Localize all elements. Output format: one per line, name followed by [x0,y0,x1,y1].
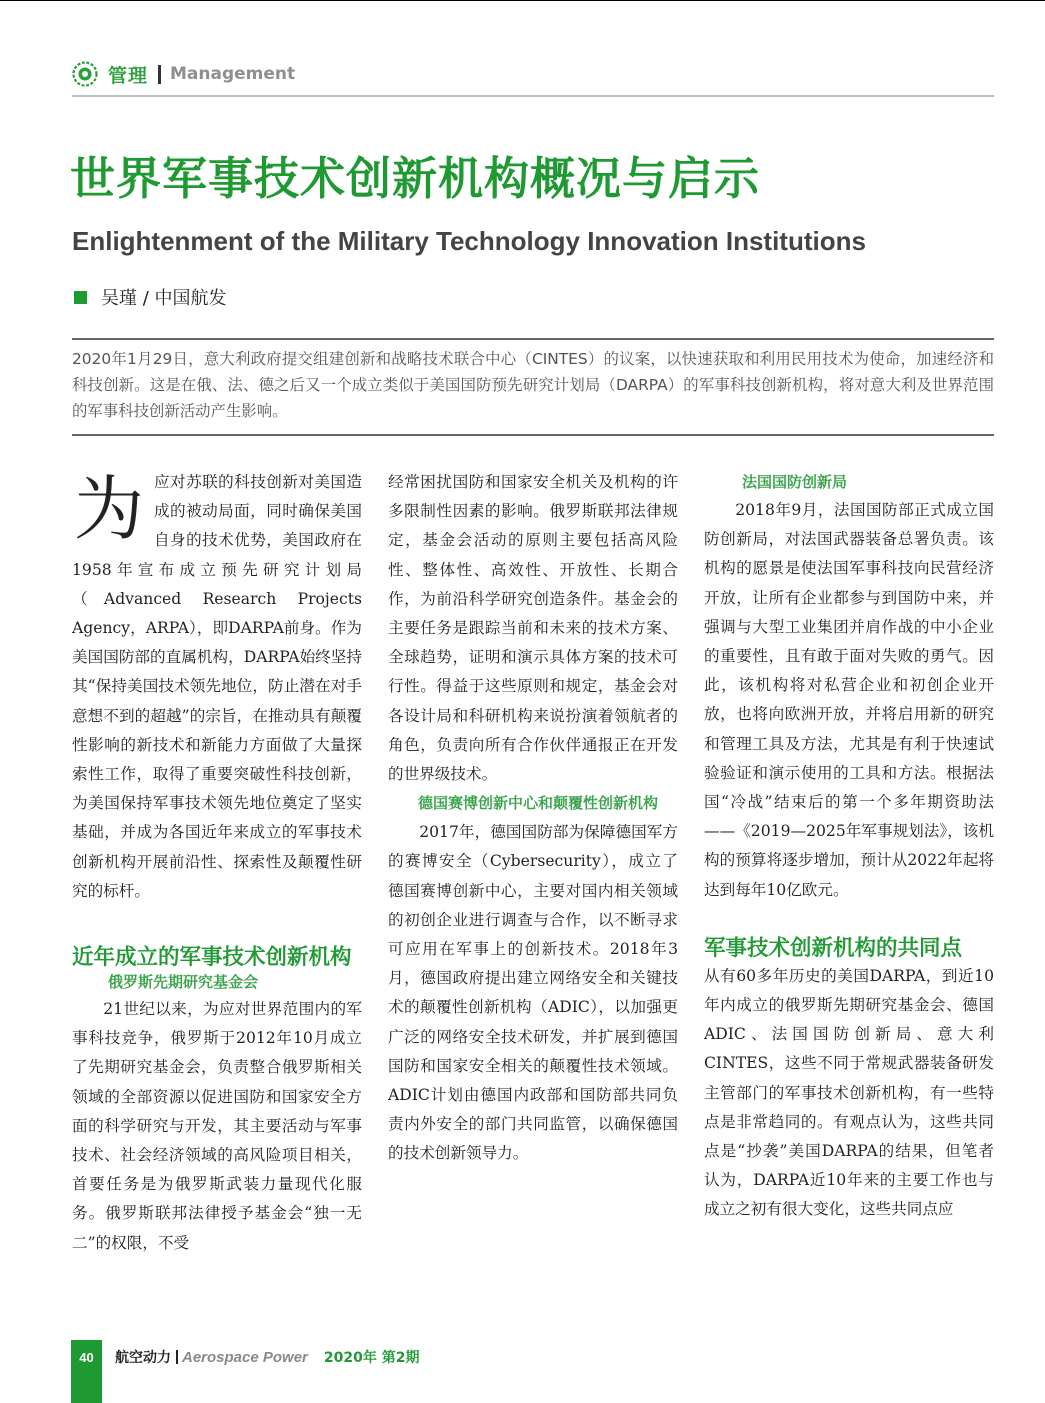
journal-name-en: Aerospace Power [182,1348,308,1366]
column-1 [72,468,362,1258]
journal-issue: 2020年 第2期 [323,1350,420,1366]
section-label-en: Management [170,64,296,84]
body-paragraph: 从有60多年历史的美国DARPA，到近10年内成立的俄罗斯先期研究基金会、德国ADIC、法国国防创新局、意大利CINTES，这些不同于常规武器装备研发主管部门的军事技术创新机构，有一些特点是非常趋同的。有观点认为，这些共同点是“抄袭”美国DARPA的结果，但笔者认为，DARPA近10年来的主要工作也与成立之初有很大变化，这些共同点应 [704,966,994,1219]
journal-logo-icon [72,61,98,87]
subsection-heading-germany: 德国赛博创新中心和颠覆性创新机构 [418,794,659,813]
page-number: 40 [79,1350,94,1365]
section-header [72,60,295,88]
intro-text: 应对苏联的科技创新对美国造成的被动局面，同时确保美国自身的技术优势，美国政府在1958年宣布成立预先研究计划局（Advanced Research Projects Agency，ARPA），即DARPA前身。作为美国国防部的直属机构，DARPA始终坚持其“保持美国技术领先地位，防止潜在对手意想不到的超越”的宗旨，在推动具有颠覆性影响的新技术和新能力方面做了大量探索性工作，取得了重要突破性科技创新，为美国保持军事技术领先地位奠定了坚实基础，并成为各国近年来成立的军事技术创新机构开展前沿性、探索性及颠覆性研究的标杆。 [72,473,362,900]
article-title-en: Enlightenment of the Military Technology Innovation Institutions [72,226,866,256]
abstract-rule-top [72,338,994,340]
journal-footer [115,1347,419,1367]
section-heading: 近年成立的军事技术创新机构 [72,945,352,971]
section-label-cn: 管理 [108,64,149,87]
body-paragraph: 2018年9月，法国国防部正式成立国防创新局，对法国武器装备总署负责。该机构的愿景是使法国军事科技向民营经济开放，让所有企业都参与到国防中来，并强调与大型工业集团并肩作战的中小企业的重要性，且有敢于面对失败的勇气。因此，该机构将对私营企业和初创企业开放，也将向欧洲开放，并将启用新的研究和管理工具及方法，尤其是有利于快速试验验证和演示使用的工具和方法。根据法国“冷战”结束后的第一个多年期资助法——《2019—2025年军事规划法》，该机构的预算将逐步增加，预计从2022年起将达到每年10亿欧元。 [704,501,994,899]
drop-cap: 为 [74,468,144,550]
header-rule [72,95,994,97]
journal-divider [176,1350,178,1364]
section-divider [158,65,161,84]
body-paragraph: 2017年，德国国防部为保障德国军方的赛博安全（Cybersecurity），成立了德国赛博创新中心，主要对国内相关领域的初创企业进行调查与合作，以不断寻求可应用在军事上的创新技术。2018年3月，德国政府提出建立网络安全和关键技术的颠覆性创新机构（ADIC），以加强更广泛的网络安全技术研发，并扩展到德国国防和国家安全相关的颠覆性技术领域。ADIC计划由德国内政部和国防部共同负责内外安全的部门共同监管，以确保德国的技术创新领导力。 [388,823,678,1163]
section-heading: 军事技术创新机构的共同点 [704,935,963,961]
subsection-heading-france: 法国国防创新局 [742,473,848,491]
column-2 [388,468,678,1169]
author-name: 吴瑾 / 中国航发 [101,288,227,309]
body-paragraph: 经常困扰国防和国家安全机关及机构的许多限制性因素的影响。俄罗斯联邦法律规定，基金会活动的原则主要包括高风险性、整体性、高效性、开放性、长期合作，为前沿科学研究创造条件。基金会的主要任务是跟踪当前和未来的技术方案、全球趋势，证明和演示具体方案的技术可行性。得益于这些原则和规定，基金会对各设计局和科研机构来说扮演着领航者的角色，负责向所有合作伙伴通报正在开发的世界级技术。 [388,473,678,784]
column-3 [704,468,994,1225]
abstract-rule-bottom [72,434,994,436]
subsection-heading-russia: 俄罗斯先期研究基金会 [108,973,259,992]
author-bullet [74,291,87,304]
author-line [74,284,227,310]
journal-name-cn: 航空动力 [115,1350,171,1366]
intro-paragraph [72,468,362,906]
article-title-cn: 世界军事技术创新机构概况与启示 [70,152,761,205]
top-border [0,0,1045,1]
abstract: 2020年1月29日，意大利政府提交组建创新和战略技术联合中心（CINTES）的议案，以快速获取和利用民用技术为使命，加速经济和科技创新。这是在俄、法、德之后又一个成立类似于美国国防预先研究计划局（DARPA）的军事科技创新机构，将对意大利及世界范围的军事科技创新活动产生影响。 [72,350,994,420]
body-paragraph: 21世纪以来，为应对世界范围内的军事科技竞争，俄罗斯于2012年10月成立了先期研究基金会，负责整合俄罗斯相关领域的全部资源以促进国防和国家安全方面的科学研究与开发，其主要活动与军事技术、社会经济领域的高风险项目相关，首要任务是为俄罗斯武装力量现代化服务。俄罗斯联邦法律授予基金会“独一无二”的权限，不受 [72,1000,362,1252]
